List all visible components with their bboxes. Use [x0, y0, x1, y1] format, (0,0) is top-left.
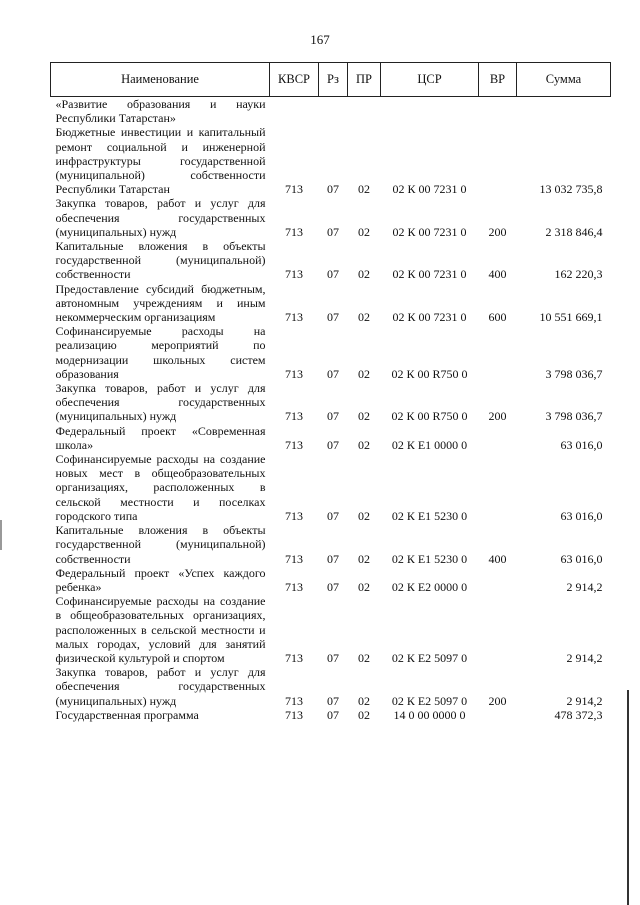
cell-name: Бюджетные инвестиции и капитальный ремонт социальной и инженерной инфраструктуры государственной (муниципальной) собственности Республики Татарстан: [55, 125, 266, 197]
cell-vr: 200: [488, 224, 507, 239]
cell-kvsr: 713: [285, 579, 303, 594]
cell-kvsr: 713: [285, 182, 303, 197]
cell-csr: 02 К Е1 0000 0: [391, 437, 468, 452]
cell-csr: 02 К Е1 5230 0: [391, 508, 468, 523]
cell-rz: 07: [327, 579, 339, 594]
cell-pr: 02: [358, 182, 370, 197]
cell-csr: 02 К 00 R750 0: [391, 409, 468, 424]
cell-name: Софинансируемые расходы на создание новых мест в общеобразовательных организациях, расположенных в сельской местности и поселках городского типа: [55, 452, 266, 523]
header-csr: ЦСР: [381, 63, 479, 97]
cell-sum: 3 798 036,7: [545, 366, 603, 381]
cell-kvsr: 713: [285, 310, 303, 325]
table-row: [51, 196, 611, 239]
cell-csr: 02 К Е2 5097 0: [391, 650, 468, 665]
cell-kvsr: 713: [285, 267, 303, 282]
cell-pr: 02: [358, 366, 370, 381]
cell-pr: [348, 97, 381, 126]
cell-kvsr: 713: [285, 409, 303, 424]
cell-sum: 10 551 669,1: [539, 310, 603, 325]
cell-pr: 02: [358, 707, 370, 722]
cell-csr: 02 К Е2 0000 0: [391, 579, 468, 594]
cell-name: Федеральный проект «Успех каждого ребенка»: [55, 565, 266, 594]
table-body: [51, 97, 611, 722]
cell-sum: 2 914,2: [566, 693, 603, 708]
cell-sum: 63 016,0: [560, 551, 603, 566]
cell-csr: 02 К 00 7231 0: [392, 267, 467, 282]
table-row: [51, 282, 611, 325]
header-vr: ВР: [479, 63, 517, 97]
cell-name: Государственная программа: [55, 707, 199, 722]
cell-kvsr: 713: [285, 650, 303, 665]
cell-csr: 02 К 00 7231 0: [392, 224, 467, 239]
cell-sum: 13 032 735,8: [539, 182, 603, 197]
table-row: [51, 324, 611, 381]
cell-vr: [479, 594, 517, 665]
table-row: [51, 381, 611, 424]
cell-name: Федеральный проект «Современная школа»: [55, 423, 266, 452]
cell-kvsr: 713: [285, 437, 303, 452]
cell-rz: 07: [327, 437, 339, 452]
cell-pr: 02: [358, 693, 370, 708]
cell-csr: 02 К 00 7231 0: [392, 182, 467, 197]
cell-name: Предоставление субсидий бюджетным, автономным учреждениям и иным некоммерческим организациям: [55, 281, 266, 325]
cell-rz: 07: [327, 650, 339, 665]
cell-pr: 02: [358, 409, 370, 424]
cell-vr: 600: [488, 310, 507, 325]
table-row: [51, 665, 611, 708]
cell-name: Капитальные вложения в объекты государственной (муниципальной) собственности: [55, 523, 266, 566]
cell-kvsr: 713: [285, 508, 303, 523]
cell-vr: [479, 452, 517, 523]
cell-csr: 02 К 00 7231 0: [392, 310, 467, 325]
cell-pr: 02: [358, 310, 370, 325]
scan-edge-line: [627, 690, 629, 905]
table-row: [51, 594, 611, 665]
cell-kvsr: [270, 97, 319, 126]
cell-sum: 63 016,0: [560, 508, 603, 523]
cell-pr: 02: [358, 437, 370, 452]
cell-vr: [479, 424, 517, 452]
cell-csr: 02 К 00 R750 0: [391, 366, 468, 381]
cell-rz: 07: [327, 707, 339, 722]
scan-mark: [0, 520, 2, 550]
cell-pr: 02: [358, 650, 370, 665]
cell-pr: 02: [358, 579, 370, 594]
cell-pr: 02: [358, 224, 370, 239]
table-row: [51, 424, 611, 452]
header-rz: Рз: [319, 63, 348, 97]
cell-name: Капитальные вложения в объекты государственной (муниципальной) собственности: [55, 239, 266, 282]
cell-rz: 07: [327, 551, 339, 566]
cell-kvsr: 713: [285, 366, 303, 381]
header-kvsr: КВСР: [270, 63, 319, 97]
table-row: [51, 239, 611, 282]
table-row: [51, 125, 611, 196]
cell-kvsr: 713: [285, 551, 303, 566]
cell-csr: 02 К Е2 5097 0: [391, 693, 468, 708]
cell-vr: [479, 566, 517, 594]
page-number: 167: [310, 32, 330, 47]
cell-rz: 07: [327, 508, 339, 523]
cell-sum: 2 914,2: [566, 579, 603, 594]
cell-pr: 02: [358, 508, 370, 523]
table-row: [51, 452, 611, 523]
cell-name: Закупка товаров, работ и услуг для обеспечения государственных (муниципальных) нужд: [55, 196, 266, 239]
cell-vr: 200: [488, 409, 507, 424]
cell-vr: [479, 324, 517, 381]
cell-rz: 07: [327, 310, 339, 325]
header-sum: Сумма: [517, 63, 611, 97]
cell-name: Закупка товаров, работ и услуг для обеспечения государственных (муниципальных) нужд: [55, 381, 266, 424]
cell-csr: 14 0 00 0000 0: [393, 707, 466, 722]
cell-rz: 07: [327, 182, 339, 197]
header-pr: ПР: [348, 63, 381, 97]
table-row: [51, 97, 611, 126]
cell-kvsr: 713: [285, 707, 303, 722]
table-row: [51, 523, 611, 566]
cell-sum: [517, 97, 611, 126]
cell-kvsr: 713: [285, 693, 303, 708]
table-header-row: [51, 63, 611, 97]
header-name: Наименование: [51, 63, 270, 97]
cell-sum: 162 220,3: [554, 267, 603, 282]
cell-kvsr: 713: [285, 224, 303, 239]
cell-pr: 02: [358, 267, 370, 282]
cell-sum: 2 318 846,4: [545, 224, 603, 239]
cell-vr: 400: [488, 551, 507, 566]
cell-rz: 07: [327, 267, 339, 282]
cell-rz: [319, 97, 348, 126]
cell-csr: 02 К Е1 5230 0: [391, 551, 468, 566]
cell-vr: [479, 708, 517, 722]
cell-vr: 400: [488, 267, 507, 282]
cell-name: Софинансируемые расходы на создание в общеобразовательных организациях, расположенных в сельской местности и малых городах, условий для занятий физической культурой и спортом: [55, 594, 266, 665]
budget-table: [50, 62, 611, 722]
table-row: [51, 566, 611, 594]
cell-csr: [381, 97, 479, 126]
cell-name: «Развитие образования и науки Республики Татарстан»: [55, 97, 266, 126]
cell-sum: 3 798 036,7: [545, 409, 603, 424]
table-row: [51, 708, 611, 722]
cell-vr: 200: [488, 693, 507, 708]
cell-sum: 478 372,3: [554, 707, 603, 722]
cell-sum: 2 914,2: [566, 650, 603, 665]
cell-name: Закупка товаров, работ и услуг для обеспечения государственных (муниципальных) нужд: [55, 665, 266, 708]
cell-sum: 63 016,0: [560, 437, 603, 452]
cell-vr: [479, 125, 517, 196]
cell-rz: 07: [327, 224, 339, 239]
cell-rz: 07: [327, 693, 339, 708]
cell-pr: 02: [358, 551, 370, 566]
cell-name: Софинансируемые расходы на реализацию мероприятий по модернизации школьных систем образования: [55, 324, 266, 381]
cell-rz: 07: [327, 409, 339, 424]
cell-rz: 07: [327, 366, 339, 381]
cell-vr: [479, 97, 517, 126]
